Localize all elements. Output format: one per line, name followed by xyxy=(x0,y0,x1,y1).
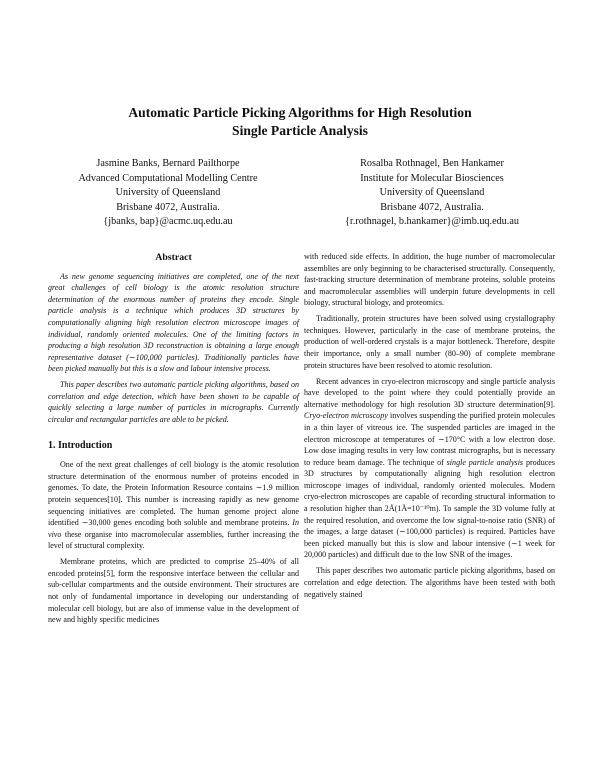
right-paragraph-4: This paper describes two automatic particle picking algorithms, based on correlation and edge detection. The algorithms have been tested with both negatively stained xyxy=(304,566,555,599)
intro-p1-text: One of the next great challenges of cell biology is the atomic resolution structure determination of the enormous number of proteins encoded in genomes. To date, the Protein Information Resource contains ∼1.9 million protein sequences[10]. This number is increasing rapidly as new genome sequencing initiatives are completed. The human genome project alone identified ∼30,000 genes encoding both soluble and membrane proteins. xyxy=(48,460,299,528)
authors-left-block xyxy=(38,157,298,230)
right-column xyxy=(304,251,555,600)
title-line-2: Single Particle Analysis xyxy=(232,122,368,138)
right-p3-b: involves suspending the purified protein molecules in a thin layer of vitreous ice. The suspended particles are imaged in the electron microscope at temperatures of ∼170°C with a low electron dose. Low dose imaging results in very low contrast micrographs, but is necessary to reduce beam damage. The technique of xyxy=(304,411,556,467)
abstract-paragraph-2: This paper describes two automatic particle picking algorithms, based on correlation and edge detection, which have been shown to be capable of quickly selecting a large number of particles in micrographs. Currently circular and rectangular particles are able to be picked. xyxy=(48,380,299,425)
right-paragraph-2: Traditionally, protein structures have been solved using crystallography techniques. However, particularly in the case of membrane proteins, the production of well-ordered crystals is a major bottleneck. Therefore, despite their importance, only a small number (80–90) of complete membrane protein structures have been resolved to atomic resolution. xyxy=(304,314,555,370)
section-heading-introduction: 1. Introduction xyxy=(48,439,113,451)
abstract-paragraph-1: As new genome sequencing initiatives are completed, one of the next great challenges of cell biology is the atomic resolution structure determination of the enormous number of proteins they encode. Single particle analysis is a technique which produces 3D structures by computationally aligning high resolution electron microscope images of individual, randomly oriented molecules. One of the limiting factors in producing a high resolution 3D reconstruction is obtaining a large enough representative dataset (∼100,000 particles). Traditionally particles have been picked manually but this is a slow and labour intensive process. xyxy=(48,271,299,374)
right-paragraph-1: with reduced side effects. In addition, the huge number of macromolecular assemblies are only beginning to be characterised structurally. Consequently, fast-tracking structure determination of membrane proteins, soluble proteins and macromolecular assemblies will underpin future developments in cell biology, structural biology, and proteomics. xyxy=(304,252,555,308)
author-university: University of Queensland xyxy=(379,187,485,198)
intro-paragraph-2: Membrane proteins, which are predicted to comprise 25–40% of all encoded proteins[5], form the responsive interface between the cellular and sub-cellular compartments and the outside environment. Their structures are not only of fundamental importance in developing our understanding of molecular cell biology, but are also of immense value in the development of new and highly specific medicines xyxy=(48,557,299,625)
author-names: Rosalba Rothnagel, Ben Hankamer xyxy=(360,158,504,169)
right-p3-italic-2: single particle analysis xyxy=(446,457,524,467)
intro-p1-italic: In vivo xyxy=(48,518,299,539)
abstract-heading: Abstract xyxy=(155,252,192,263)
author-university: University of Queensland xyxy=(115,187,221,198)
right-p3-c: produces 3D structures by computationally aligning high resolution electron microscope images of individual, randomly oriented molecules. Modern cryo-electron microscopes are capable of recording structural information to a resolution higher than 2Å(1Å=10⁻¹⁰m). To sample the 3D volume fully at the required resolution, and overcome the low signal-to-noise ratio (SNR) of the images, a large dataset (∼100,000 particles) is required. Particles have been picked manually but this is slow and labour intensive (∼1 week for 20,000 particles) and difficult due to the low SNR of the images. xyxy=(304,457,556,560)
author-names: Jasmine Banks, Bernard Pailthorpe xyxy=(96,158,240,169)
right-p3-italic-1: Cryo-electron microscopy xyxy=(304,411,388,421)
author-email: {jbanks, bap}@acmc.uq.edu.au xyxy=(103,216,233,227)
right-paragraph-3 xyxy=(304,376,555,562)
author-affiliation: Institute for Molecular Biosciences xyxy=(360,172,504,184)
title-line-1: Automatic Particle Picking Algorithms for High Resolution xyxy=(128,105,472,120)
left-column xyxy=(48,252,299,626)
abstract xyxy=(48,271,299,426)
author-address: Brisbane 4072, Australia. xyxy=(380,201,484,213)
author-affiliation: Advanced Computational Modelling Centre xyxy=(78,172,258,184)
paper-title xyxy=(0,104,600,139)
intro-paragraph-1 xyxy=(48,459,299,552)
right-p3-a: Recent advances in cryo-electron microscopy and single particle analysis have developed to the point where they could potentially provide an alternative methodology for high resolution 3D structure determination[9]. xyxy=(304,376,555,409)
author-email: {r.rothnagel, b.hankamer}@imb.uq.edu.au xyxy=(345,216,519,227)
authors-right-block xyxy=(302,157,562,230)
intro-p1-tail: these organise into macromolecular assemblies, further increasing the level of structural complexity. xyxy=(48,529,299,551)
author-address: Brisbane 4072, Australia. xyxy=(116,201,220,213)
